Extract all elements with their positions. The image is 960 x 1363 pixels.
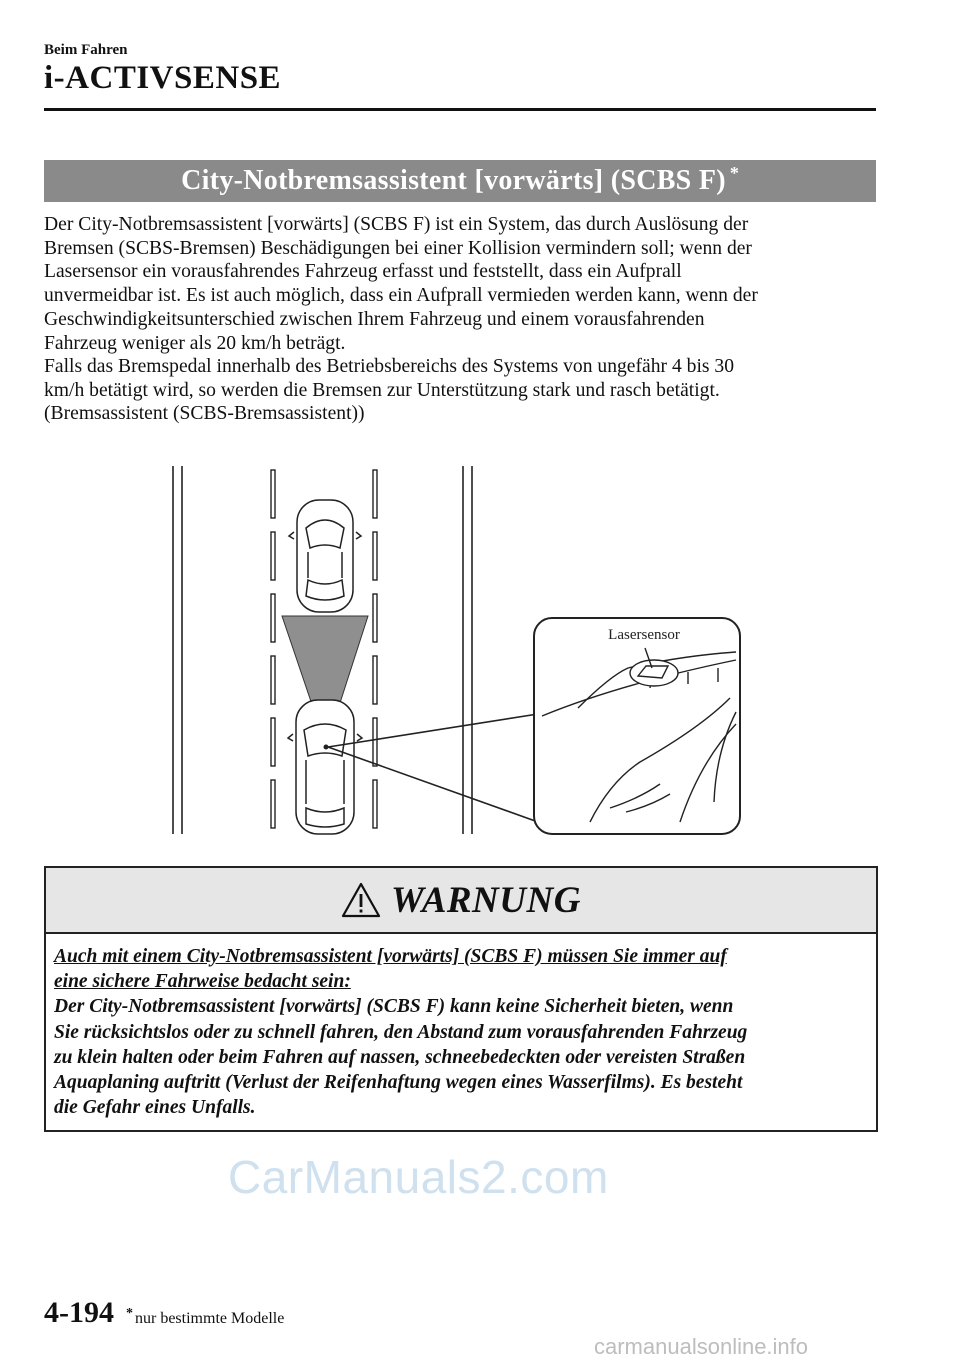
warning-headline-line: Auch mit einem City-Notbremsassistent [vorwärts] (SCBS F) müssen Sie immer auf [54,946,727,967]
own-car [288,700,362,834]
sensor-callout-label: Lasersensor [608,627,680,643]
running-header-category: Beim Fahren [44,42,128,58]
intro-line: Fahrzeug weniger als 20 km/h beträgt. [44,332,346,354]
warning-text [54,944,870,1120]
intro-line: Bremsen (SCBS-Bremsen) Beschädigungen bei einer Kollision vermindern soll; wenn der [44,237,752,259]
site-watermark: carmanualsonline.info [594,1334,809,1359]
optional-equipment-star: * [729,162,739,183]
warning-triangle-icon [341,882,381,918]
warning-header [46,868,876,934]
footnote-text: nur bestimmte Modelle [135,1310,285,1327]
brake-assist-paragraph [44,355,880,426]
intro-line: Der City-Notbremsassistent [vorwärts] (SCBS F) ist ein System, das durch Auslösung der [44,214,749,235]
warning-title: WARNUNG [391,879,581,921]
section-heading-band [44,160,876,202]
intro-line: unvermeidbar ist. Es ist auch möglich, dass ein Aufprall vermieden werden kann, wenn der [44,285,758,307]
section-title: City-Notbremsassistent [vorwärts] (SCBS F) [181,165,726,196]
page-number: 4-194 [44,1296,114,1329]
intro-line: Lasersensor ein vorausfahrendes Fahrzeug erfasst und feststellt, dass ein Aufprall [44,261,682,283]
warning-body-line: die Gefahr eines Unfalls. [54,1097,256,1119]
assist-line: (Bremsassistent (SCBS-Bremsassistent)) [44,403,365,425]
warning-box [44,866,878,1132]
scbs-illustration [140,462,760,842]
preceding-car [289,500,361,612]
footnote-star: * [126,1306,133,1321]
warning-body-line: Der City-Notbremsassistent [vorwärts] (SCBS F) kann keine Sicherheit bieten, wenn [54,996,734,1018]
intro-line: Geschwindigkeitsunterschied zwischen Ihrem Fahrzeug und einem vorausfahrenden [44,308,705,330]
intro-paragraph [44,213,880,355]
warning-body-line: Sie rücksichtslos oder zu schnell fahren, den Abstand zum vorausfahrenden Fahrzeug [54,1021,748,1043]
warning-body-line: zu klein halten oder beim Fahren auf nassen, schneebedeckten oder vereisten Straßen [54,1046,746,1068]
assist-line: Falls das Bremspedal innerhalb des Betriebsbereichs des Systems von ungefähr 4 bis 30 [44,356,735,377]
assist-line: km/h betätigt wird, so werden die Bremsen zur Unterstützung stark und rasch betätigt. [44,379,720,401]
carmanuals-watermark: CarManuals2.com [228,1151,609,1203]
footnote [126,1306,285,1328]
header-rule [44,108,876,111]
warning-body-line: Aquaplaning auftritt (Verlust der Reifenhaftung wegen eines Wasserfilms). Es besteht [54,1072,743,1094]
sensor-callout-box [534,618,740,834]
warning-headline-line: eine sichere Fahrweise bedacht sein: [54,971,351,993]
running-header-section: i-ACTIVSENSE [44,60,282,96]
